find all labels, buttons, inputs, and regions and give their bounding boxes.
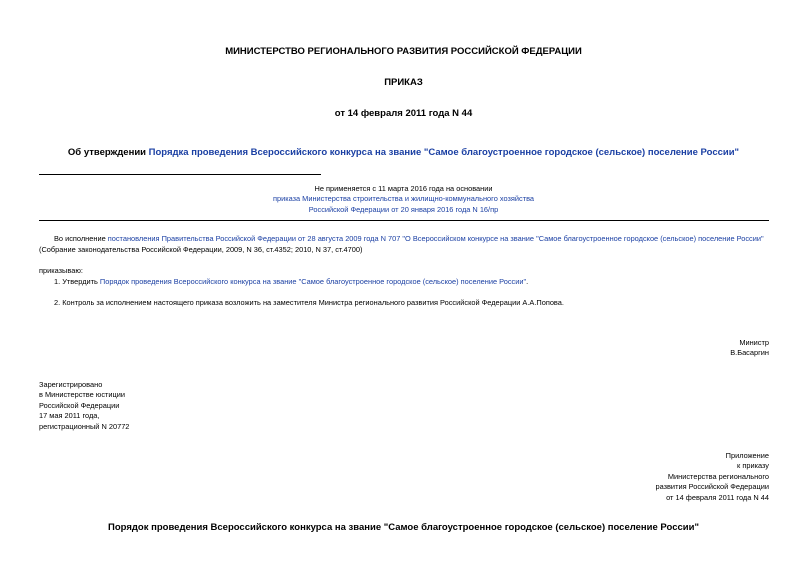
divider-full [39, 220, 769, 221]
doc-subject-prefix: Об утверждении [67, 147, 149, 158]
doc-type-heading: ПРИКАЗ [384, 77, 423, 88]
signature-title: Министр [739, 338, 769, 347]
registration-line: Зарегистрировано [39, 380, 103, 389]
appendix-line: Министерства регионального [667, 471, 769, 481]
order-item-1-suffix: . [526, 277, 529, 286]
appendix-line: к приказу [737, 461, 769, 471]
status-note [0, 184, 807, 215]
preamble-link[interactable]: постановления Правительства Российской Федерации от 28 августа 2009 года N 707 "О Всероссийском конкурсе на звание "Самое благоустроенное городское (сельское) поселение России" [107, 234, 764, 243]
signature-name: В.Басаргин [730, 348, 769, 358]
registration-line: регистрационный N 20772 [39, 421, 130, 431]
status-note-link[interactable]: приказа Министерства строительства и жилищно-коммунального хозяйства [272, 194, 535, 204]
registration-line: 17 мая 2011 года, [39, 411, 100, 421]
appendix-title: Порядок проведения Всероссийского конкурса на звание "Самое благоустроенное городское (сельское) поселение России" [108, 522, 699, 533]
order-item-2: 2. Контроль за исполнением настоящего приказа возложить на заместителя Министра регионального развития Российской Федерации А.А.Попова. [54, 298, 564, 307]
status-note-link-cont[interactable]: Российской Федерации от 20 января 2016 года N 16/пр [308, 204, 499, 214]
appendix-line: развития Российской Федерации [655, 482, 769, 492]
preamble-line [54, 234, 769, 244]
signature-block [730, 338, 769, 359]
divider-short [39, 174, 321, 175]
ministry-heading: МИНИСТЕРСТВО РЕГИОНАЛЬНОГО РАЗВИТИЯ РОССИЙСКОЙ ФЕДЕРАЦИИ [225, 46, 582, 57]
order-item-1-prefix: 1. Утвердить [54, 277, 100, 286]
doc-date: от 14 февраля 2011 года N 44 [334, 108, 473, 119]
appendix-block [655, 451, 769, 503]
order-item-1 [54, 277, 528, 287]
preamble-prefix: Во исполнение [54, 234, 108, 243]
registration-block [39, 380, 129, 432]
order-word: приказываю: [39, 266, 83, 275]
doc-subject-link[interactable]: Порядка проведения Всероссийского конкурса на звание "Самое благоустроенное городское (сельское) поселение России" [148, 147, 740, 158]
registration-line: Российской Федерации [39, 400, 120, 410]
appendix-line: Приложение [725, 451, 769, 460]
status-note-text: Не применяется с 11 марта 2016 года на основании [314, 184, 493, 193]
appendix-line: от 14 февраля 2011 года N 44 [666, 492, 769, 502]
registration-line: в Министерстве юстиции [39, 390, 126, 400]
order-item-1-link[interactable]: Порядок проведения Всероссийского конкурса на звание "Самое благоустроенное городское (сельское) поселение России" [99, 277, 527, 286]
doc-subject [0, 147, 807, 158]
preamble-continuation: (Собрание законодательства Российской Федерации, 2009, N 36, ст.4352; 2010, N 37, ст.4700) [39, 245, 363, 254]
